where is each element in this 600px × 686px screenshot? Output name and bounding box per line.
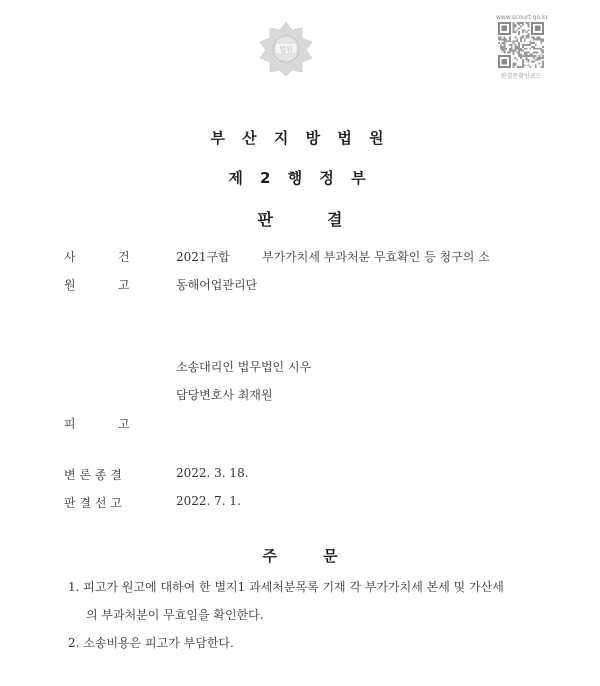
order-item-1-line-1: 1. 피고가 원고에 대하여 한 별지1 과세처분목록 기재 각 부가가치세 본세 및 가산세 — [68, 580, 504, 594]
court-name: 부 산 지 방 법 원 — [210, 129, 390, 147]
defendant-label: 피 고 — [64, 417, 130, 431]
document-type-right: 결 — [327, 210, 343, 229]
order-item-2: 2. 소송비용은 피고가 부담한다. — [68, 636, 234, 650]
document-type-left: 판 — [257, 210, 273, 229]
verdict-date-label: 판 결 선 고 — [64, 496, 122, 510]
case-number: 2021구합 — [176, 250, 230, 264]
case-label: 사 건 — [64, 250, 130, 264]
order-title-left: 주 — [262, 547, 277, 565]
order-title-right: 문 — [323, 547, 338, 565]
division-name: 제 2 행 정 부 — [228, 169, 372, 187]
qr-code-icon — [498, 22, 544, 68]
verdict-date: 2022. 7. 1. — [176, 494, 241, 508]
plaintiff-label: 원 고 — [64, 278, 130, 292]
case-name: 부가가치세 부과처분 무효확인 등 청구의 소 — [262, 250, 490, 264]
hearing-end-label: 변 론 종 결 — [64, 468, 122, 482]
counsel-attorney: 담당변호사 최재원 — [176, 388, 273, 402]
counsel-firm: 소송대리인 법무법인 시우 — [176, 360, 312, 374]
document-type — [0, 207, 600, 230]
plaintiff-name: 동해어업관리단 — [176, 278, 258, 292]
court-emblem-icon — [256, 20, 316, 76]
order-title — [0, 545, 600, 566]
hearing-end-date: 2022. 3. 18. — [176, 466, 249, 480]
emblem-text: 법원 — [279, 45, 293, 54]
order-item-1-line-2: 의 부과처분이 무효임을 확인한다. — [86, 608, 264, 622]
qr-caption: 판결문확인코드 — [500, 73, 542, 80]
qr-verification — [496, 14, 546, 84]
qr-url: www.scourt.go.kr — [496, 14, 548, 21]
